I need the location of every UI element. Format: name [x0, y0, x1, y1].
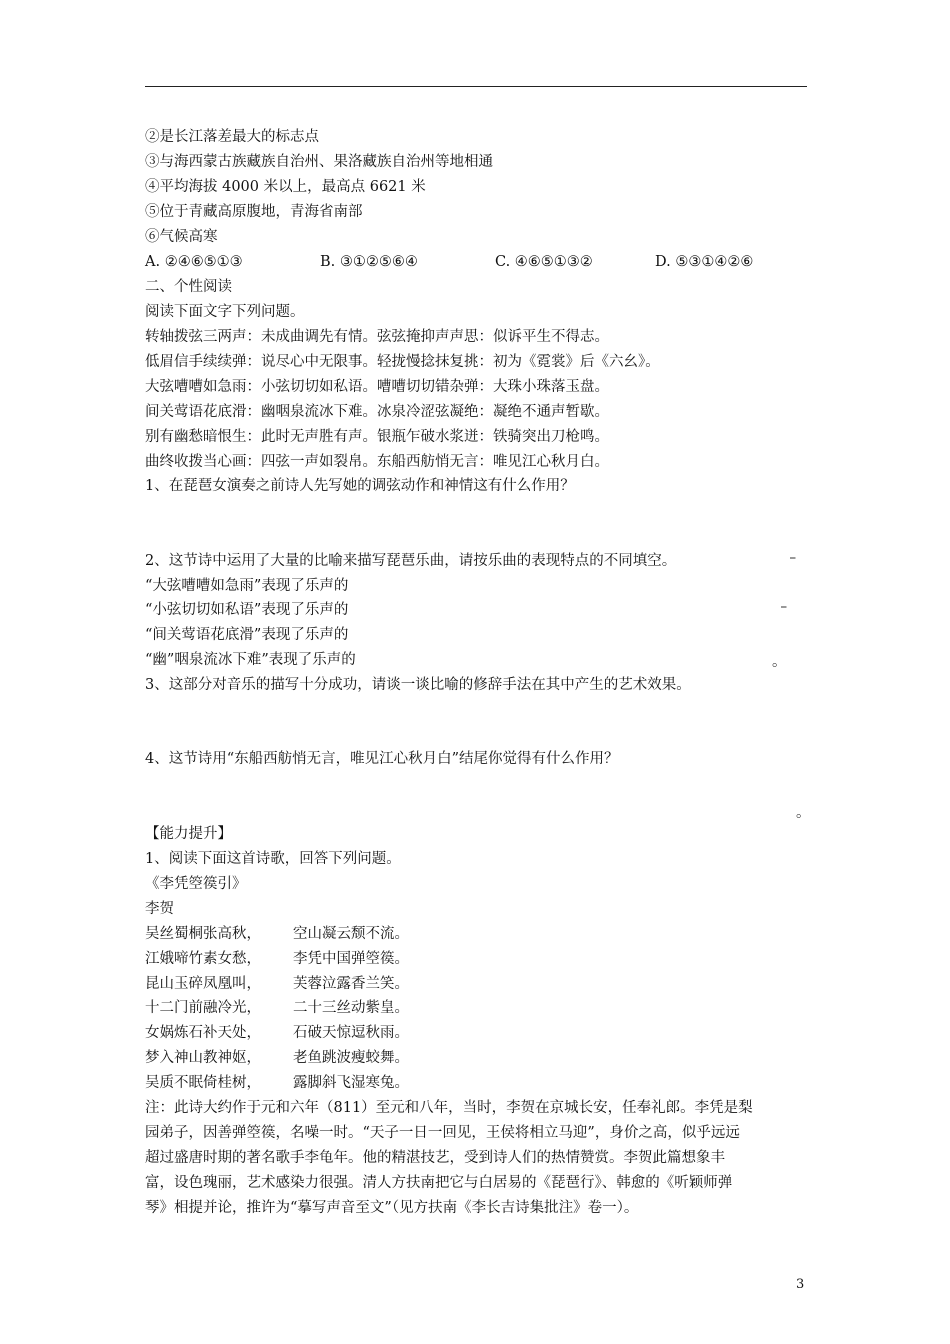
question-2: 2、这节诗中运用了大量的比喻来描写琵琶乐曲，请按乐曲的表现特点的不同填空。 [145, 553, 677, 569]
poem-line: 别有幽愁暗恨生：此时无声胜有声。银瓶乍破水浆迸：铁骑突出刀枪鸣。 [145, 429, 609, 445]
poem-line: 空山凝云颓不流。 [293, 926, 409, 942]
poem-line: 曲终收拨当心画：四弦一声如裂帛。东船西舫悄无言：唯见江心秋月白。 [145, 454, 609, 470]
poem-line: 石破天惊逗秋雨。 [293, 1025, 409, 1041]
poem-line: 间关莺语花底滑：幽咽泉流冰下难。冰泉冷涩弦凝绝：凝绝不通声暂歇。 [145, 404, 609, 420]
blank-line: “幽”咽泉流冰下难”表现了乐声的 [145, 652, 356, 668]
section-heading: 【能力提升】 [145, 826, 232, 842]
poem-line: 女娲炼石补天处， [145, 1025, 261, 1041]
poem-line: 露脚斜飞湿寒兔。 [293, 1075, 409, 1091]
poem-line: 吴丝蜀桐张高秋， [145, 926, 261, 942]
header-rule [145, 86, 807, 87]
poem-line: 昆山玉碎凤凰叫， [145, 976, 261, 992]
poem-title: 《李凭箜篌引》 [145, 876, 247, 892]
poem-line: 低眉信手续续弹：说尽心中无限事。轻拢慢捻抹复挑：初为《霓裳》后《六幺》。 [145, 354, 660, 370]
page-number: 3 [796, 1277, 805, 1292]
poem-line: 转轴拨弦三两声：未成曲调先有情。弦弦掩抑声声思：似诉平生不得志。 [145, 329, 609, 345]
q1-item: ④平均海拔 4000 米以上，最高点 6621 米 [145, 179, 426, 195]
question-3: 3、这部分对音乐的描写十分成功，请谈一谈比喻的修辞手法在其中产生的艺术效果。 [145, 677, 691, 693]
option-a: A. ②④⑥⑤①③ [145, 254, 243, 270]
poem-line: 江娥啼竹素女愁， [145, 951, 261, 967]
poem-line: 大弦嘈嘈如急雨：小弦切切如私语。嘈嘈切切错杂弹：大珠小珠落玉盘。 [145, 379, 609, 395]
option-c: C. ④⑥⑤①③② [495, 254, 593, 270]
margin-mark: ⎯ [790, 551, 796, 564]
note-line: 超过盛唐时期的著名歌手李龟年。他的精湛技艺，受到诗人们的热情赞赏。李贺此篇想象丰 [145, 1150, 725, 1166]
period-mark: 。 [796, 805, 811, 821]
poem-line: 李凭中国弹箜篌。 [293, 951, 409, 967]
poem-line: 芙蓉泣露香兰笑。 [293, 976, 409, 992]
q1-item: ③与海西蒙古族藏族自治州、果洛藏族自治州等地相通 [145, 154, 493, 170]
note-line: 注：此诗大约作于元和六年（811）至元和八年，当时，李贺在京城长安，任奉礼郎。李凭是梨 [145, 1100, 753, 1116]
note-line: 琴》相提并论，推许为“摹写声音至文”（见方扶南《李长吉诗集批注》卷一）。 [145, 1200, 639, 1216]
period-mark: 。 [772, 654, 787, 670]
option-d: D. ⑤③①④②⑥ [655, 254, 754, 270]
question-1: 1、在琵琶女演奏之前诗人先写她的调弦动作和神情这有什么作用？ [145, 478, 575, 494]
question-1: 1、阅读下面这首诗歌，回答下列问题。 [145, 851, 401, 867]
poem-line: 十二门前融冷光， [145, 1000, 261, 1016]
blank-line: “大弦嘈嘈如急雨”表现了乐声的 [145, 578, 349, 594]
instruction: 阅读下面文字下列问题。 [145, 304, 305, 320]
question-4: 4、这节诗用“东船西舫悄无言，唯见江心秋月白”结尾你觉得有什么作用？ [145, 751, 619, 767]
poem-line: 梦入神山教神妪， [145, 1050, 261, 1066]
blank-line: “小弦切切如私语”表现了乐声的 [145, 602, 349, 618]
poem-line: 二十三丝动紫皇。 [293, 1000, 409, 1016]
poem-author: 李贺 [145, 901, 174, 917]
option-b: B. ③①②⑤⑥④ [320, 254, 418, 270]
poem-line: 老鱼跳波瘦蛟舞。 [293, 1050, 409, 1066]
margin-mark: ⎯ [781, 600, 787, 613]
q1-item: ⑥气候高寒 [145, 229, 218, 245]
blank-line: “间关莺语花底滑”表现了乐声的 [145, 627, 349, 643]
q1-item: ⑤位于青藏高原腹地，青海省南部 [145, 204, 363, 220]
poem-line: 吴质不眠倚桂树， [145, 1075, 261, 1091]
q1-item: ②是长江落差最大的标志点 [145, 129, 319, 145]
section-heading: 二、个性阅读 [145, 279, 232, 295]
note-line: 富，设色瑰丽，艺术感染力很强。清人方扶南把它与白居易的《琵琶行》、韩愈的《听颖师弹 [145, 1175, 733, 1191]
note-line: 园弟子，因善弹箜篌，名噪一时。“天子一日一回见，王侯将相立马迎”，身价之高，似乎远远 [145, 1125, 740, 1141]
